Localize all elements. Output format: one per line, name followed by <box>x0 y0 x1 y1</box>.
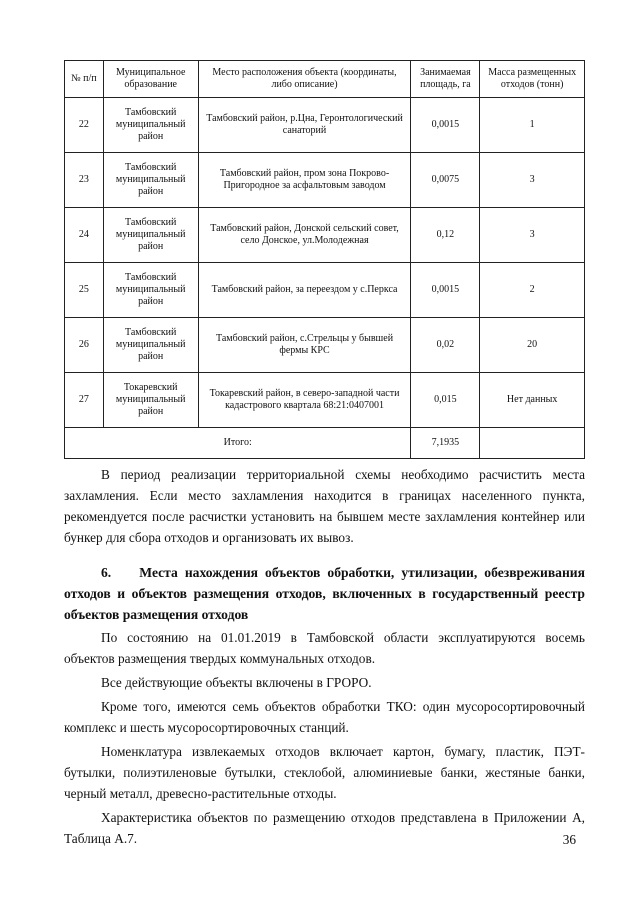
cell-number: 23 <box>65 153 104 208</box>
paragraph: По состоянию на 01.01.2019 в Тамбовской области эксплуатируются восемь объектов размещения твердых коммунальных отходов. <box>64 630 585 666</box>
cell-location: Тамбовский район, р.Цна, Геронтологический санаторий <box>198 98 411 153</box>
paragraph: Номенклатура извлекаемых отходов включает картон, бумагу, пластик, ПЭТ-бутылки, полиэтиленовые бутылки, стеклобой, алюминиевые банки, жестяные банки, черный металл, древесно-растительные отходы. <box>64 744 585 801</box>
cell-number: 24 <box>65 208 104 263</box>
table-row <box>65 153 585 208</box>
cell-area: 0,0075 <box>411 153 480 208</box>
cell-municipality: Тамбовский муниципальный район <box>103 153 198 208</box>
cell-mass: 3 <box>480 208 585 263</box>
header-municipality: Муниципальное образование <box>103 61 198 98</box>
header-area: Занимаемая площадь, га <box>411 61 480 98</box>
cell-area: 0,015 <box>411 373 480 428</box>
body-text-block-2 <box>64 627 585 852</box>
total-mass <box>480 428 585 459</box>
cell-number: 22 <box>65 98 104 153</box>
paragraph: В период реализации территориальной схемы необходимо расчистить места захламления. Если место захламления находится в границах населенного пункта, рекомендуется после расчистки установить на бывшем месте захламления контейнер или бункер для сбора отходов и организовать их вывоз. <box>64 467 585 545</box>
section-heading: 6. Места нахождения объектов обработки, утилизации, обезвреживания отходов и объектов размещения отходов, включенных в государственный реестр объектов размещения отходов <box>64 565 585 622</box>
cell-number: 25 <box>65 263 104 318</box>
cell-location: Тамбовский район, Донской сельский совет, село Донское, ул.Молодежная <box>198 208 411 263</box>
header-mass: Масса размещенных отходов (тонн) <box>480 61 585 98</box>
table-row <box>65 263 585 318</box>
paragraph: Характеристика объектов по размещению отходов представлена в Приложении А, Таблица А.7. <box>64 810 585 846</box>
cell-area: 0,02 <box>411 318 480 373</box>
cell-mass: Нет данных <box>480 373 585 428</box>
header-location: Место расположения объекта (координаты, либо описание) <box>198 61 411 98</box>
cell-municipality: Тамбовский муниципальный район <box>103 318 198 373</box>
body-text-block-1 <box>64 464 585 548</box>
cell-location: Тамбовский район, с.Стрельцы у бывшей фермы КРС <box>198 318 411 373</box>
cell-location: Тамбовский район, пром зона Покрово-Пригородное за асфальтовым заводом <box>198 153 411 208</box>
header-number: № п/п <box>65 61 104 98</box>
paragraph: Кроме того, имеются семь объектов обработки ТКО: один мусоросортировочный комплекс и шесть мусоросортировочных станций. <box>64 699 585 735</box>
cell-municipality: Тамбовский муниципальный район <box>103 263 198 318</box>
cell-municipality: Тамбовский муниципальный район <box>103 208 198 263</box>
cell-mass: 2 <box>480 263 585 318</box>
cell-location: Токаревский район, в северо-западной части кадастрового квартала 68:21:0407001 <box>198 373 411 428</box>
cell-number: 27 <box>65 373 104 428</box>
cell-area: 0,0015 <box>411 263 480 318</box>
table-row <box>65 208 585 263</box>
waste-sites-table <box>64 60 585 459</box>
cell-area: 0,12 <box>411 208 480 263</box>
total-label: Итого: <box>65 428 411 459</box>
cell-number: 26 <box>65 318 104 373</box>
cell-municipality: Токаревский муниципальный район <box>103 373 198 428</box>
cell-area: 0,0015 <box>411 98 480 153</box>
cell-municipality: Тамбовский муниципальный район <box>103 98 198 153</box>
cell-location: Тамбовский район, за переездом у с.Перкса <box>198 263 411 318</box>
page-number: 36 <box>562 832 576 847</box>
cell-mass: 1 <box>480 98 585 153</box>
cell-mass: 3 <box>480 153 585 208</box>
table-header-row <box>65 61 585 98</box>
table-total-row <box>65 428 585 459</box>
table-row <box>65 318 585 373</box>
total-area: 7,1935 <box>411 428 480 459</box>
cell-mass: 20 <box>480 318 585 373</box>
table-row <box>65 373 585 428</box>
paragraph: Все действующие объекты включены в ГРОРО. <box>101 675 372 690</box>
table-row <box>65 98 585 153</box>
